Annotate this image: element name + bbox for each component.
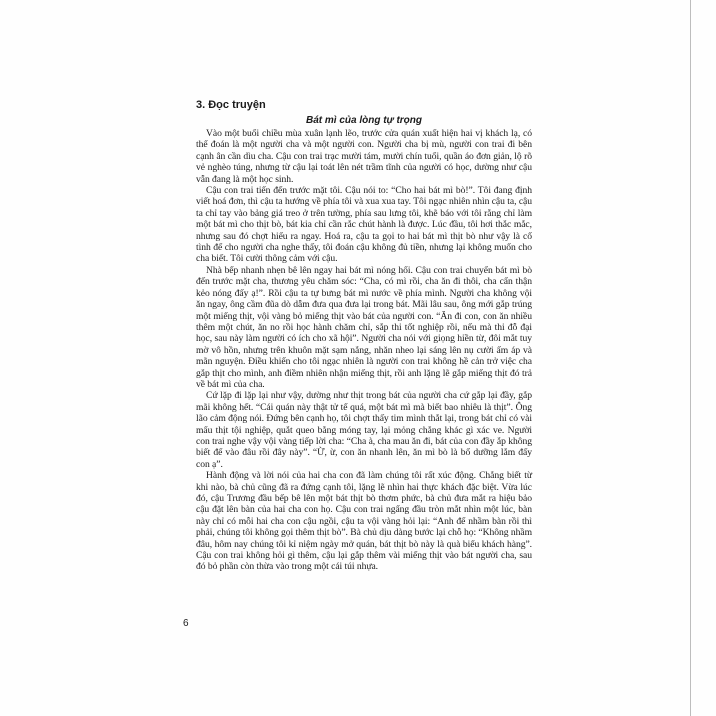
paragraph-4: Cứ lặp đi lặp lại như vậy, dường như thịt trong bát của người cha cứ gắp lại đầy, gắp mãi không hết. “Cái quán này thật tử tế quá, một bát mì mà biết bao nhiêu là thịt”. Ông lão cảm động nói. Đứng bên cạnh họ, tôi chợt thấy tim mình thắt lại, trong bát chỉ có vài mẩu thịt tội nghiệp, quắt queo bằng móng tay, lại mỏng chẳng khác gì xác ve. Người con trai nghe vậy vội vàng tiếp lời cha: “Cha à, cha mau ăn đi, bát của con đầy ắp không biết để vào đâu rồi đây này”. “Ừ, ừ, con ăn nhanh lên, ăn mì bò là bổ dưỡng lắm đấy con ạ”. (196, 390, 532, 470)
page-content (196, 98, 532, 573)
paragraph-1: Vào một buổi chiều mùa xuân lạnh lẽo, trước cửa quán xuất hiện hai vị khách lạ, có thể đoán là một người cha và một người con. Người cha bị mù, người con trai đi bên cạnh ân cần dìu cha. Cậu con trai trạc mười tám, mười chín tuổi, quần áo đơn giản, lộ rõ vẻ nghèo túng, nhưng từ cậu lại toát lên nét trầm tĩnh của người có học, dường như cậu vẫn đang là một học sinh. (196, 128, 532, 185)
section-heading: 3. Đọc truyện (196, 99, 266, 111)
paragraph-2: Cậu con trai tiến đến trước mặt tôi. Cậu nói to: “Cho hai bát mì bò!”. Tôi đang định viết hoá đơn, thì cậu ta hướng về phía tôi và xua xua tay. Tôi ngạc nhiên nhìn cậu ta, cậu ta chỉ tay vào bảng giá treo ở trên tường, phía sau lưng tôi, khẽ báo với tôi rằng chỉ làm một bát mì cho thịt bò, bát kia chỉ cần rắc chút hành là được. Lúc đầu, tôi hơi thắc mắc, nhưng sau đó chợt hiểu ra ngay. Hoá ra, cậu ta gọi to hai bát mì thịt bò như vậy là cố tình để cho người cha nghe thấy, tôi đoán cậu không đủ tiền, nhưng lại không muốn cho cha biết. Tôi cười thông cảm với cậu. (196, 185, 532, 265)
story-title: Bát mì của lòng tự trọng (305, 115, 423, 126)
paragraph-3: Nhà bếp nhanh nhẹn bê lên ngay hai bát mì nóng hổi. Cậu con trai chuyển bát mì bò đến trước mặt cha, thương yêu chăm sóc: “Cha, có mì rồi, cha ăn đi thôi, cha cẩn thận kẻo nóng đấy ạ!”. Rồi cậu ta tự bưng bát mì nước về phía mình. Người cha không vội ăn ngay, ông cầm đũa dò dẫm đưa qua đưa lại trong bát. Mãi lâu sau, ông mới gắp trúng một miếng thịt, vội vàng bỏ miếng thịt vào bát của người con. “Ăn đi con, con ăn nhiều thêm một chút, ăn no rồi học hành chăm chỉ, sắp thi tốt nghiệp rồi, nếu mà thi đỗ đại học, sau này làm người có ích cho xã hội”. Người cha nói với giọng hiền từ, đôi mắt tuy mờ vô hồn, nhưng trên khuôn mặt sạm nắng, nhăn nheo lại sáng lên nụ cười ấm áp và mãn nguyện. Điều khiến cho tôi ngạc nhiên là người con trai không hề cản trở việc cha gắp thịt cho mình, anh điềm nhiên nhận miếng thịt, rồi anh lặng lẽ gắp miếng thịt đó trả về bát mì của cha. (196, 264, 532, 390)
page-number: 6 (183, 618, 189, 629)
page-edge-line (690, 0, 691, 716)
paragraph-5: Hành động và lời nói của hai cha con đã làm chúng tôi rất xúc động. Chẳng biết từ khi nào, bà chủ cũng đã ra đứng cạnh tôi, lặng lẽ nhìn hai thực khách đặc biệt. Vừa lúc đó, cậu Trương đầu bếp bê lên một bát thịt bò thơm phức, bà chủ đưa mắt ra hiệu bảo cậu đặt lên bàn của hai cha con họ. Cậu con trai ngẩng đầu tròn mắt nhìn một lúc, bàn này chỉ có mỗi hai cha con cậu ngồi, cậu ta vội vàng hỏi lại: “Anh để nhầm bàn rồi thì phải, chúng tôi không gọi thêm thịt bò”. Bà chủ dịu dàng bước lại chỗ họ: “Không nhầm đâu, hôm nay chúng tôi kỉ niệm ngày mở quán, bát thịt bò này là quà biếu khách hàng”. Cậu con trai không hỏi gì thêm, cậu lại gắp thêm vài miếng thịt vào bát người cha, sau đó bỏ phần còn thừa vào trong một cái túi nhựa. (196, 470, 532, 573)
